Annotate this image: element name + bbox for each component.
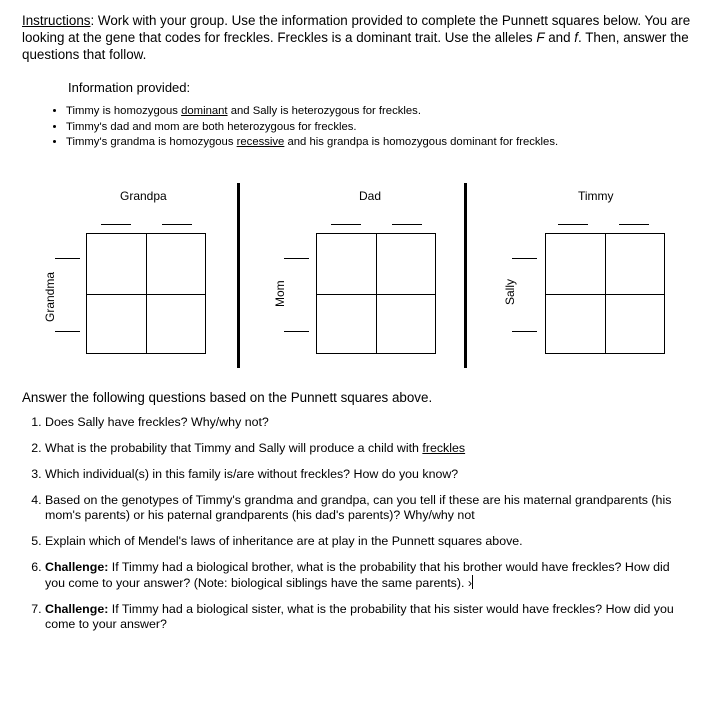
info-item: [66, 104, 558, 120]
questions-list: [8, 415, 685, 643]
question-3: [45, 467, 685, 482]
info-item: [66, 135, 558, 151]
allele-blank[interactable]: [284, 331, 309, 332]
info-text: Timmy is homozygous: [66, 105, 182, 117]
allele-dominant: F: [536, 30, 545, 45]
allele-blank[interactable]: [101, 224, 131, 225]
info-underlined: recessive: [236, 136, 285, 148]
punnett-square-timmy-sally[interactable]: [545, 233, 665, 354]
grandma-label: Grandma: [43, 271, 57, 322]
punnett-square-grandparents[interactable]: [86, 233, 206, 354]
instructions-and: and: [544, 30, 575, 45]
info-heading: Information provided:: [68, 80, 191, 95]
question-text: Explain which of Mendel's laws of inheritance are at play in the Punnett squares above.: [45, 534, 523, 548]
allele-blank[interactable]: [512, 258, 537, 259]
allele-blank[interactable]: [55, 331, 80, 332]
questions-heading: Answer the following questions based on the Punnett squares above.: [22, 390, 433, 405]
info-underlined: dominant: [181, 105, 228, 117]
instructions-text: : Work with your group. Use the information provided to complete the Punnett squares below. You are looking at the gene that codes for freckles. Freckles is a dominant trait. Use the alleles: [22, 13, 691, 45]
punnett-square-parents[interactable]: [316, 233, 436, 354]
info-text: and Sally is heterozygous for freckles.: [227, 105, 421, 117]
question-text: Which individual(s) in this family is/are without freckles? How do you know?: [45, 467, 459, 481]
instructions-label: Instructions: [22, 13, 91, 28]
question-text: Does Sally have freckles? Why/why not?: [45, 415, 269, 429]
question-text: If Timmy had a biological sister, what is the probability that his sister would have freckles? How did you come to your answer?: [45, 602, 674, 631]
info-list: [30, 104, 558, 151]
text-cursor: [472, 575, 473, 589]
info-text: and his grandpa is homozygous dominant for freckles.: [284, 136, 559, 148]
divider: [464, 183, 467, 368]
info-item: [66, 120, 558, 136]
sally-label: Sally: [503, 278, 517, 305]
question-5: [45, 534, 685, 549]
question-text: What is the probability that Timmy and Sally will produce a child with: [45, 441, 423, 455]
question-4: [45, 493, 685, 523]
allele-blank[interactable]: [512, 331, 537, 332]
allele-recessive: f: [574, 30, 579, 45]
allele-blank[interactable]: [331, 224, 361, 225]
question-text: If Timmy had a biological brother, what is the probability that his brother would have freckles? How did you come to your answer? (Note: biological siblings have the same parents). ›: [45, 560, 670, 590]
challenge-label: Challenge:: [45, 602, 109, 616]
allele-blank[interactable]: [392, 224, 422, 225]
allele-blank[interactable]: [619, 224, 649, 225]
question-text: Based on the genotypes of Timmy's grandma and grandpa, can you tell if these are his maternal grandparents (his mom's parents) or his paternal grandparents (his dad's parents)? Why/why not: [45, 493, 672, 522]
timmy-label: Timmy: [578, 189, 614, 203]
mom-label: Mom: [273, 280, 287, 307]
question-6: [45, 560, 685, 591]
question-underlined: freckles: [422, 441, 466, 455]
dad-label: Dad: [359, 189, 382, 203]
allele-blank[interactable]: [558, 224, 588, 225]
question-7: [45, 602, 685, 632]
instructions: [22, 12, 692, 63]
info-text: Timmy's grandma is homozygous: [66, 136, 237, 148]
grandpa-label: Grandpa: [120, 189, 167, 203]
divider: [237, 183, 240, 368]
allele-blank[interactable]: [162, 224, 192, 225]
challenge-label: Challenge:: [45, 560, 109, 574]
info-text: Timmy's dad and mom are both heterozygous for freckles.: [66, 120, 357, 133]
allele-blank[interactable]: [55, 258, 80, 259]
question-1: [45, 415, 685, 430]
instructions-end: . Then, answer the questions that follow.: [22, 30, 689, 62]
question-2: [45, 441, 685, 456]
allele-blank[interactable]: [284, 258, 309, 259]
